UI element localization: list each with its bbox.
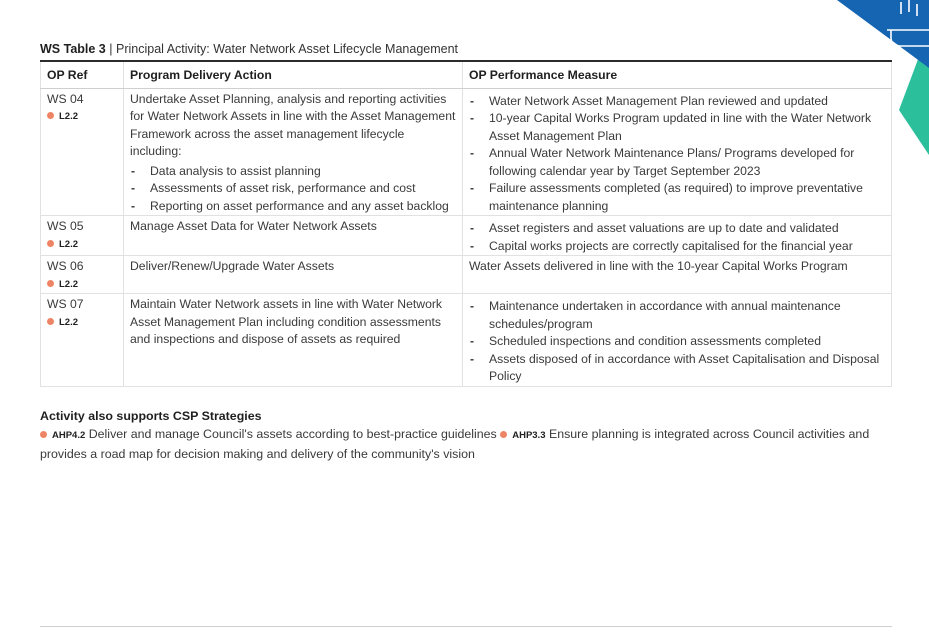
strategy-tag-label: L2.2 xyxy=(59,278,79,290)
strategy-tag-label: L2.2 xyxy=(59,238,79,250)
list-item: - Water Network Asset Management Plan reviewed and updated xyxy=(469,93,885,111)
list-item: - Failure assessments completed (as required) to improve preventative maintenance planning xyxy=(469,180,885,215)
action-cell xyxy=(124,256,463,294)
footer-divider xyxy=(40,626,892,627)
op-ref: WS 06 xyxy=(47,259,84,273)
action-cell xyxy=(124,88,463,216)
csp-strategies-heading: Activity also supports CSP Strategies xyxy=(40,409,262,423)
caption-separator: | xyxy=(109,42,113,56)
measure-cell xyxy=(463,256,892,294)
table-row xyxy=(41,256,892,294)
measure-list xyxy=(469,93,885,216)
measure-cell xyxy=(463,88,892,216)
action-list xyxy=(130,163,456,216)
op-ref-cell xyxy=(41,294,124,387)
action-cell xyxy=(124,294,463,387)
op-ref-cell xyxy=(41,88,124,216)
list-item: - 10-year Capital Works Program updated in line with the Water Network Asset Management Plan xyxy=(469,110,885,145)
dot-icon xyxy=(500,431,507,438)
caption-label: WS Table 3 xyxy=(40,42,106,56)
list-item: - Data analysis to assist planning xyxy=(130,163,456,181)
op-ref: WS 07 xyxy=(47,297,84,311)
caption-text: Principal Activity: Water Network Asset Lifecycle Management xyxy=(115,42,459,56)
strategy-tag xyxy=(47,276,117,294)
header-op-ref: OP Ref xyxy=(41,61,124,88)
list-item: - Assets disposed of in accordance with Asset Capitalisation and Disposal Policy xyxy=(469,351,885,386)
strategy-tag xyxy=(47,236,117,254)
header-op-performance-measure: OP Performance Measure xyxy=(463,61,892,88)
dot-icon xyxy=(47,280,54,287)
op-ref: WS 04 xyxy=(47,91,84,106)
action-text: Deliver/Renew/Upgrade Water Assets xyxy=(130,259,335,273)
table-caption xyxy=(40,42,458,56)
list-item: - Reporting on asset performance and any asset backlog xyxy=(130,198,456,216)
dot-icon xyxy=(47,240,54,247)
action-text: Manage Asset Data for Water Network Assets xyxy=(130,219,377,233)
header-program-delivery-action: Program Delivery Action xyxy=(124,61,463,88)
measure-list xyxy=(469,298,885,386)
strategy-code: AHP4.2 xyxy=(52,430,86,441)
csp-strategies xyxy=(40,407,892,463)
dot-icon xyxy=(40,431,47,438)
action-text: Maintain Water Network assets in line with Water Network Asset Management Plan including condition assessments and inspections and dispose of assets as required xyxy=(130,297,443,346)
strategy-text: Ensure planning is integrated across Council activities and provides a road map for decision making and delivery of the community's vision xyxy=(40,427,870,461)
strategy-code: AHP3.3 xyxy=(512,430,546,441)
strategy-tag-label: L2.2 xyxy=(59,316,79,328)
list-item: - Scheduled inspections and condition assessments completed xyxy=(469,333,885,351)
csp-strategies-text xyxy=(40,425,892,463)
measure-text: Water Assets delivered in line with the 10-year Capital Works Program xyxy=(469,259,848,273)
op-ref-cell xyxy=(41,216,124,256)
action-cell xyxy=(124,216,463,256)
action-text: Undertake Asset Planning, analysis and reporting activities for Water Network Assets in line with the Asset Management Framework across the asset management lifecycle including: xyxy=(130,91,456,158)
list-item: - Annual Water Network Maintenance Plans/ Programs developed for following calendar year by Target September 2023 xyxy=(469,145,885,180)
list-item: - Maintenance undertaken in accordance with annual maintenance schedules/program xyxy=(469,298,885,333)
table-row xyxy=(41,216,892,256)
measure-cell xyxy=(463,216,892,256)
strategy-text: Deliver and manage Council's assets according to best-practice guidelines xyxy=(88,427,497,441)
activity-table xyxy=(40,60,892,387)
table-row xyxy=(41,294,892,387)
op-ref: WS 05 xyxy=(47,219,84,233)
table-header-row xyxy=(41,61,892,88)
measure-cell xyxy=(463,294,892,387)
strategy-tag-label: L2.2 xyxy=(59,111,79,122)
list-item: - Capital works projects are correctly capitalised for the financial year xyxy=(469,238,885,256)
strategy-tag xyxy=(47,314,117,332)
op-ref-cell xyxy=(41,256,124,294)
list-item: - Assessments of asset risk, performance and cost xyxy=(130,180,456,198)
dot-icon xyxy=(47,318,54,325)
strategy-tag xyxy=(47,108,117,126)
table-row xyxy=(41,88,892,216)
measure-list xyxy=(469,220,885,255)
dot-icon xyxy=(47,112,54,119)
list-item: - Asset registers and asset valuations are up to date and validated xyxy=(469,220,885,238)
